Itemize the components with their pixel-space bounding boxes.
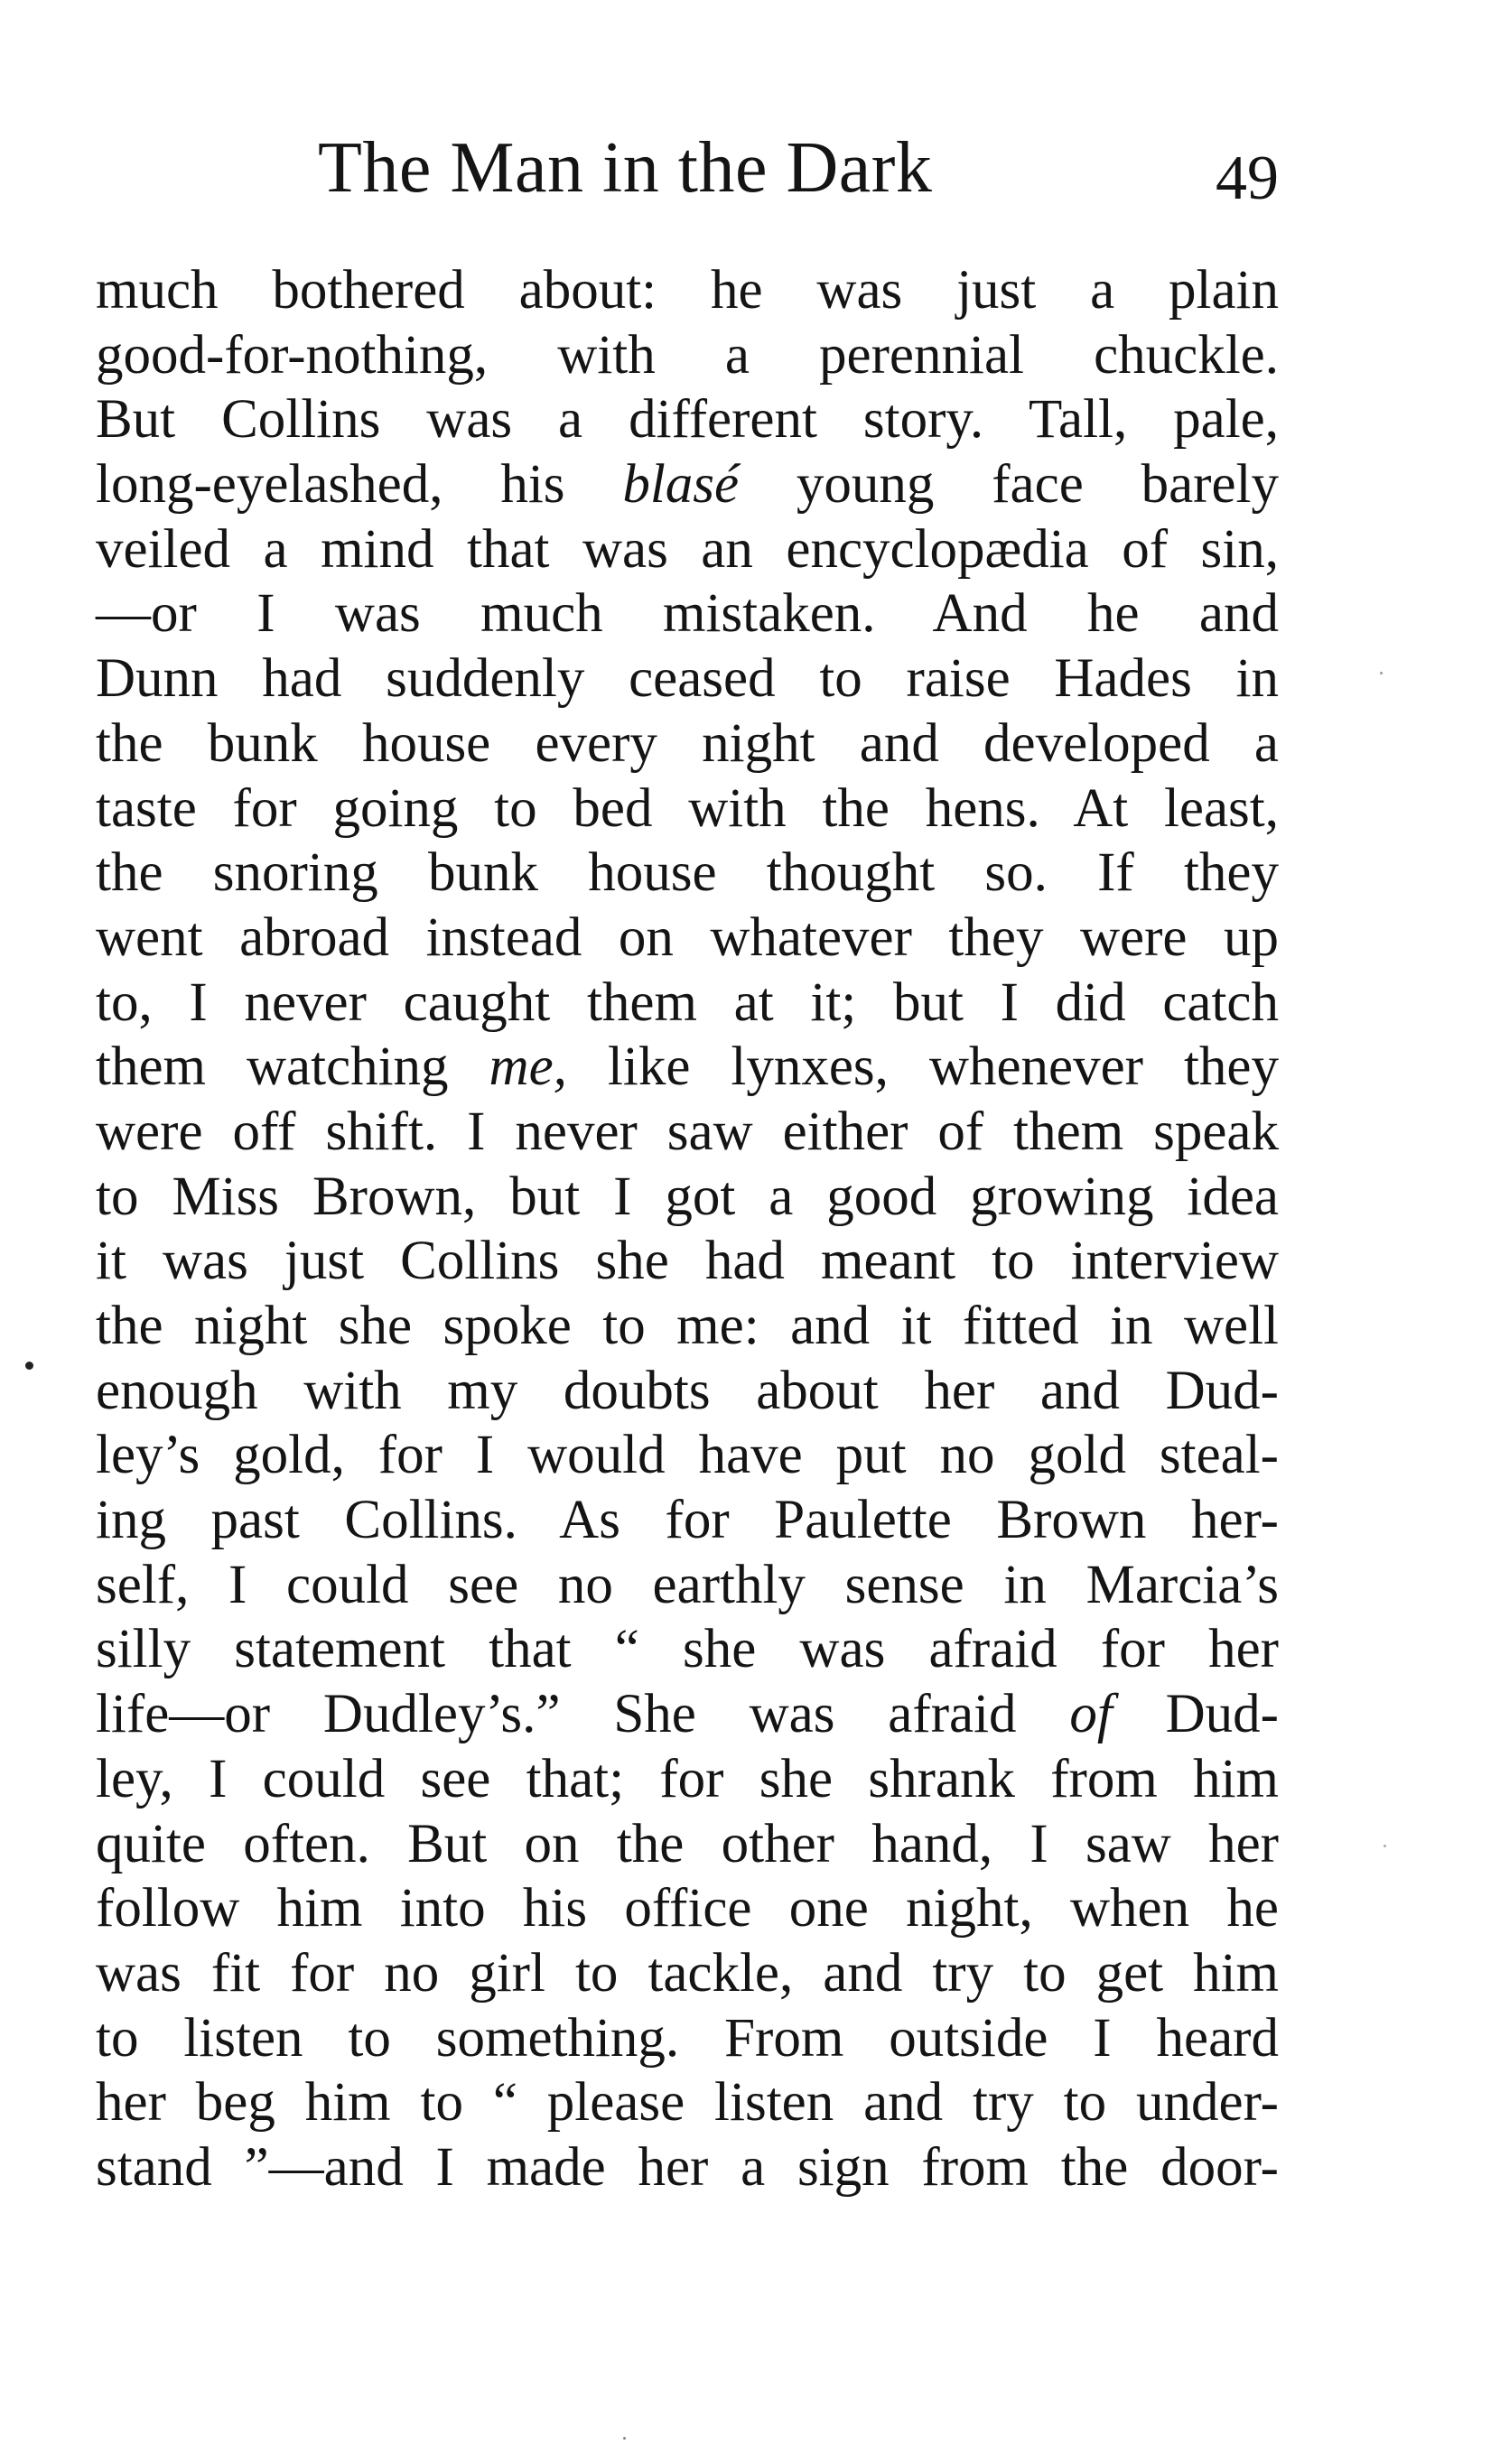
text-line: ley, I could see that; for she shrank from him xyxy=(96,1748,1279,1809)
italic-word: blasé xyxy=(622,454,740,516)
text-run: Dud- xyxy=(1112,1684,1279,1745)
text-line: her beg him to “ please listen and try to under- xyxy=(96,2072,1279,2134)
text-line: taste for going to bed with the hens. At least, xyxy=(96,777,1279,839)
body-text xyxy=(96,258,1279,2200)
text-line: the night she spoke to me: and it fitted in well xyxy=(96,1296,1279,1356)
text-line: —or I was much mistaken. And he and xyxy=(96,583,1279,645)
running-head xyxy=(96,125,1279,211)
text-line: went abroad instead on whatever they were up xyxy=(96,907,1279,968)
text-run: life—or Dudley’s.” She was afraid xyxy=(96,1684,1070,1745)
text-line: But Collins was a different story. Tall, pale, xyxy=(96,389,1279,451)
text-line: silly statement that “ she was afraid for her xyxy=(96,1619,1279,1680)
text-line: quite often. But on the other hand, I saw her xyxy=(96,1813,1279,1874)
text-line: follow him into his office one night, when he xyxy=(96,1878,1279,1939)
ink-speck xyxy=(1384,1845,1386,1847)
text-line xyxy=(96,1035,1279,1100)
text-line: good-for-nothing, with a perennial chuckle. xyxy=(96,324,1279,386)
text-line: to listen to something. From outside I heard xyxy=(96,2007,1279,2069)
text-line: ing past Collins. As for Paulette Brown her- xyxy=(96,1490,1279,1551)
ink-speck xyxy=(623,2437,626,2440)
ink-speck xyxy=(1380,672,1383,674)
text-line: the snoring bunk house thought so. If they xyxy=(96,842,1279,904)
text-line: much bothered about: he was just a plain xyxy=(96,260,1279,321)
running-title: The Man in the Dark xyxy=(318,128,933,208)
text-run: long-eyelashed, his xyxy=(96,454,623,516)
italic-word: of xyxy=(1069,1684,1113,1745)
text-line: self, I could see no earthly sense in Marcia’s xyxy=(96,1554,1279,1615)
text-line: were off shift. I never saw either of them speak xyxy=(96,1101,1279,1162)
text-line: to Miss Brown, but I got a good growing idea xyxy=(96,1166,1279,1227)
text-line: to, I never caught them at it; but I did catch xyxy=(96,972,1279,1033)
text-line: was fit for no girl to tackle, and try to get him xyxy=(96,1942,1279,2004)
text-line xyxy=(96,452,1279,517)
text-line: stand ”—and I made her a sign from the door- xyxy=(96,2136,1279,2198)
text-line: veiled a mind that was an encyclopædia of sin, xyxy=(96,518,1279,580)
italic-word: me, xyxy=(489,1037,567,1098)
text-run: them watching xyxy=(96,1037,489,1098)
text-line: enough with my doubts about her and Dud- xyxy=(96,1360,1279,1421)
ink-speck xyxy=(25,1362,33,1370)
page-number: 49 xyxy=(1216,144,1279,213)
text-run: young face barely xyxy=(739,454,1279,516)
text-line: the bunk house every night and developed a xyxy=(96,712,1279,774)
text-run: like lynxes, whenever they xyxy=(566,1037,1279,1098)
text-line: ley’s gold, for I would have put no gold steal- xyxy=(96,1425,1279,1486)
text-line: Dunn had suddenly ceased to raise Hades in xyxy=(96,648,1279,710)
text-line: it was just Collins she had meant to interview xyxy=(96,1231,1279,1292)
text-line xyxy=(96,1682,1279,1747)
